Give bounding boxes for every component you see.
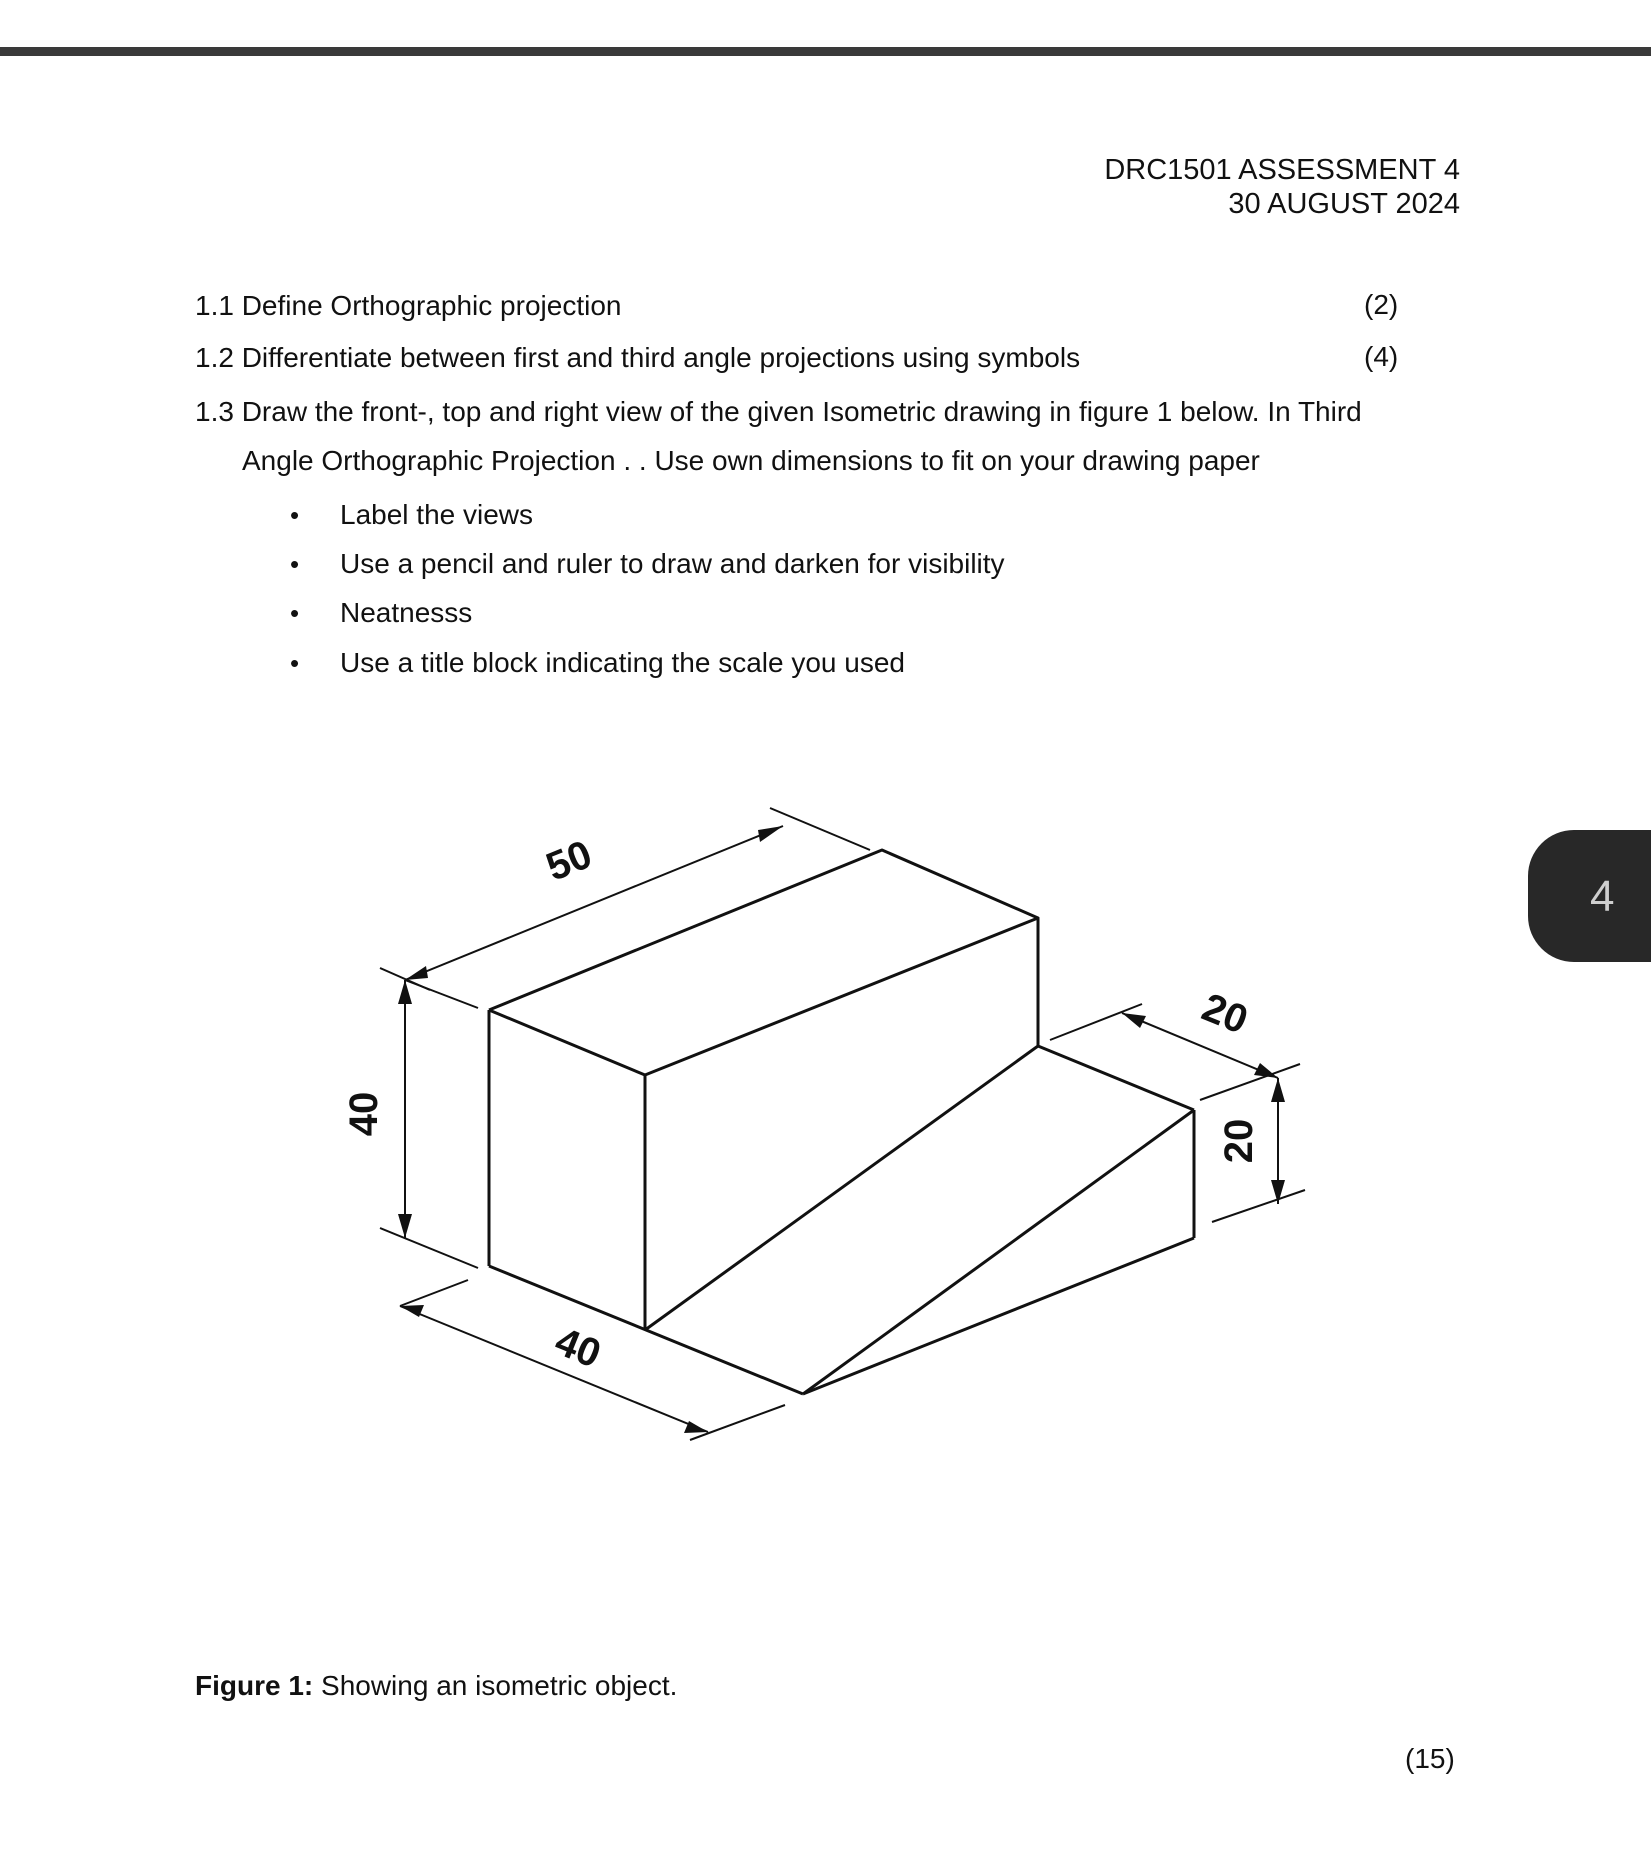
dimension-arrows	[398, 826, 1285, 1433]
figure-caption-label: Figure 1:	[195, 1670, 314, 1701]
ramp-back-edge	[645, 1046, 1038, 1330]
question-1-1-marks: (2)	[1364, 289, 1399, 320]
bullet-marker: •	[290, 500, 300, 530]
bullet-item: Use a pencil and ruler to draw and darken for visibility	[340, 548, 1005, 579]
ramp-front-edge	[803, 1110, 1194, 1394]
question-1-3-continuation: Angle Orthographic Projection . . Use own dimensions to fit on your drawing paper	[242, 445, 1260, 476]
bullet-item: Label the views	[340, 499, 534, 530]
dimension-label-step-height: 20	[1217, 1118, 1261, 1164]
page-number: 4	[1590, 872, 1615, 921]
ramp-top-edge	[1038, 1046, 1194, 1110]
bullet-marker: •	[290, 648, 300, 678]
bullet-marker: •	[290, 549, 300, 579]
bullet-item: Use a title block indicating the scale you used	[340, 647, 905, 678]
dimension-label-step-depth: 20	[1195, 985, 1254, 1043]
question-1-3: 1.3 Draw the front-, top and right view of the given Isometric drawing in figure 1 below. In Third	[195, 396, 1362, 427]
bullet-item: Neatnesss	[340, 597, 473, 628]
figure-caption-text: Showing an isometric object.	[313, 1670, 678, 1701]
figure-caption	[195, 1670, 677, 1702]
question-1-1: 1.1 Define Orthographic projection	[195, 290, 622, 321]
question-1-2: 1.2 Differentiate between first and third angle projections using symbols	[195, 342, 1081, 373]
course-line: DRC1501 ASSESSMENT 4	[1104, 154, 1460, 186]
dimension-label-left-height: 40	[342, 1091, 386, 1137]
object-outline	[489, 850, 1194, 1394]
total-marks: (15)	[1405, 1743, 1455, 1774]
dimension-label-top-length: 50	[540, 832, 599, 890]
bullet-marker: •	[290, 598, 300, 628]
dimension-label-bottom-width: 40	[548, 1319, 607, 1377]
question-1-2-marks: (4)	[1364, 341, 1399, 372]
dimension-lines	[380, 808, 1305, 1440]
ramp-base-edge	[803, 1238, 1194, 1394]
date-line: 30 AUGUST 2024	[1228, 188, 1460, 220]
